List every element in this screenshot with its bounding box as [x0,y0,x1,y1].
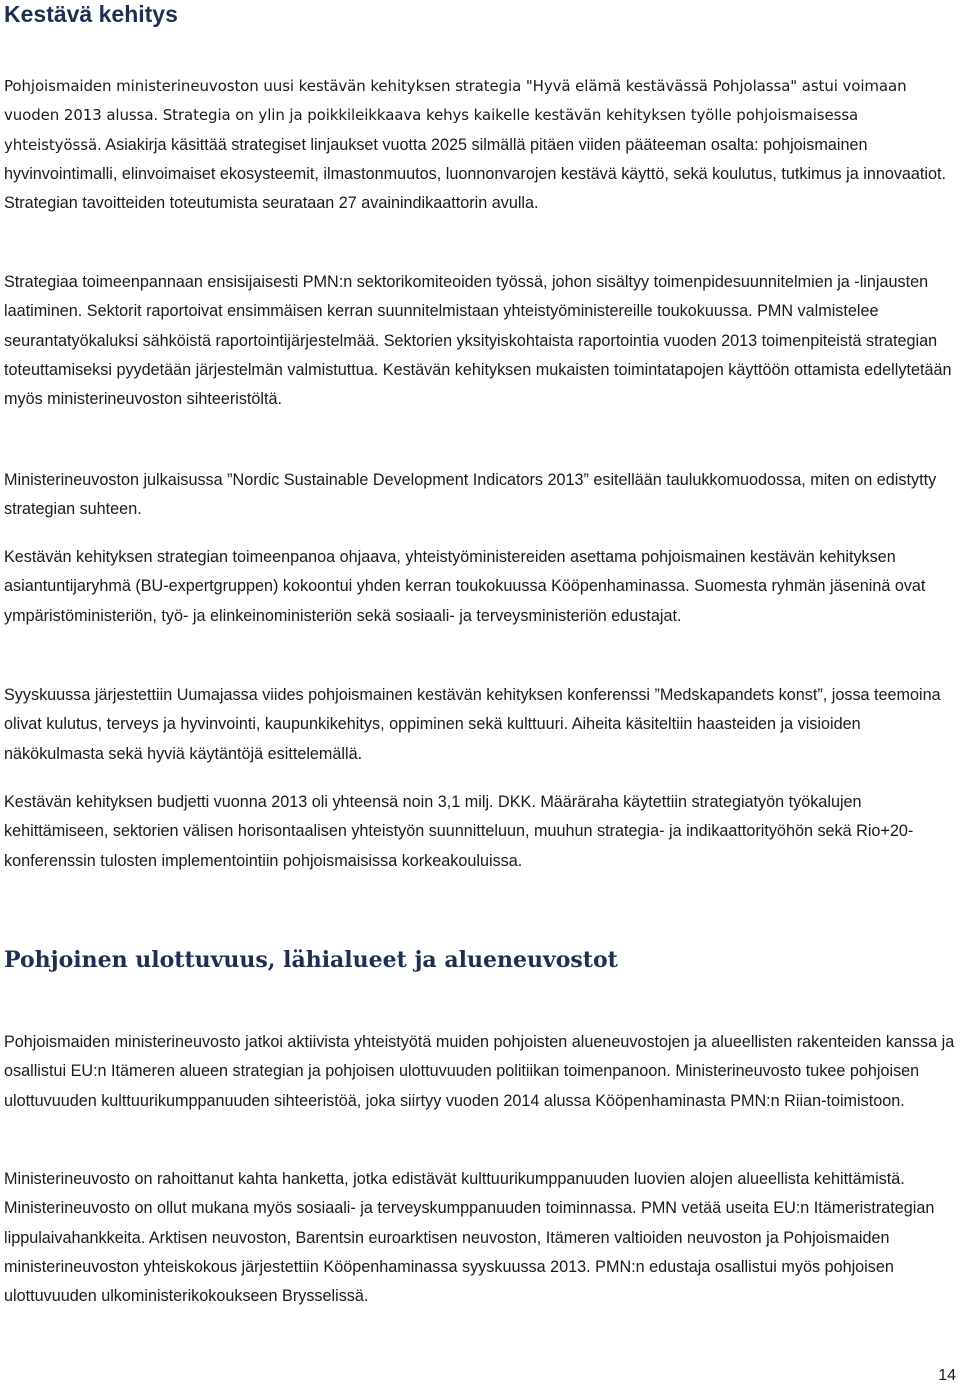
section-heading-northern-dimension: Pohjoinen ulottuvuus, lähialueet ja alueneuvostot [4,947,618,973]
page-number: 14 [938,1367,956,1384]
paragraph-budget: Kestävän kehityksen budjetti vuonna 2013 oli yhteensä noin 3,1 milj. DKK. Määräraha käytettiin strategiatyön työkalujen kehittämiseen, sektorien välisen horisontaalisen yhteistyön suunnitteluun, muuhun strategia- ja indikaattorityöhön sekä Rio+20-konferenssin tulosten implementointiin pohjoismaisissa korkeakouluissa. [4,793,914,870]
paragraph-expert-group: Kestävän kehityksen strategian toimeenpanoa ohjaava, yhteistyöministereiden asettama pohjoismainen kestävän kehityksen asiantuntijaryhmä (BU-expertgruppen) kokoontui yhden kerran toukokuussa Kööpenhaminassa. Suomesta ryhmän jäseninä ovat ympäristöministeriön, työ- ja elinkeinoministeriön sekä sosiaali- ja terveysministeriön edustajat. [4,548,926,625]
paragraph-projects-funding: Ministerineuvosto on rahoittanut kahta hanketta, jotka edistävät kulttuurikumppanuuden luovien alojen alueellista kehittämistä. Ministerineuvosto on ollut mukana myös sosiaali- ja terveyskumppanuuden toiminnassa. PMN vetää useita EU:n Itämeristrategian lippulaivahankkeita. Arktisen neuvoston, Barentsin euroarktisen neuvoston, Itämeren valtioiden neuvoston ja Pohjoismaiden ministerineuvoston yhteiskokous järjestettiin Kööpenhaminassa syyskuussa 2013. PMN:n edustaja osallistui myös pohjoisen ulottuvuuden ulkoministerikokoukseen Brysselissä. [4,1170,935,1306]
paragraph-strategy-implementation: Strategiaa toimeenpannaan ensisijaisesti PMN:n sektorikomiteoiden työssä, johon sisältyy toimenpidesuunnitelmien ja -linjausten laatiminen. Sektorit raportoivat ensimmäisen kerran suunnitelmistaan yhteistyöministereille toukokuussa. PMN valmistelee seurantatyökaluksi sähköistä raportointijärjestelmää. Sektorien yksityiskohtaista raportointia vuoden 2013 toimenpiteistä strategian toteuttamiseksi pyydetään järjestelmän valmistuttua. Kestävän kehityksen mukaisten toimintatapojen käyttöön ottamista edellytetään myös ministerineuvoston sihteeristöltä. [4,273,952,409]
paragraph-umea-conference: Syyskuussa järjestettiin Uumajassa viides pohjoismainen kestävän kehityksen konferenssi ”Medskapandets konst”, jossa teemoina olivat kulutus, terveys ja hyvinvointi, kaupunkikehitys, oppiminen sekä kulttuuri. Aiheita käsiteltiin haasteiden ja visioiden näkökulmasta sekä hyviä käytäntöjä esittelemällä. [4,686,941,763]
paragraph-regional-councils: Pohjoismaiden ministerineuvosto jatkoi aktiivista yhteistyötä muiden pohjoisten alueneuvostojen ja alueellisten rakenteiden kanssa ja osallistui EU:n Itämeren alueen strategian ja pohjoisen ulottuvuuden politiikan toimenpanoon. Ministerineuvosto tukee pohjoisen ulottuvuuden kulttuurikumppanuuden sihteeristöä, joka siirtyy vuoden 2014 alussa Kööpenhaminasta PMN:n Riian-toimistoon. [4,1033,955,1110]
paragraph-strategy-intro [4,72,956,218]
paragraph-strategy-intro-part-a: Pohjoismaiden ministerineuvoston uusi kestävän kehityksen strategia "Hyvä elämä kestävässä Pohjolassa" astui voimaan vuoden 2013 alussa. Strategia on ylin ja poikkileikkaava kehys kaikelle kestävän kehityksen työlle pohjoismaisessa yhteistyössä. [4,77,907,154]
section-heading-sustainable-development: Kestävä kehitys [4,1,178,27]
paragraph-indicators-publication: Ministerineuvoston julkaisussa ”Nordic Sustainable Development Indicators 2013” esitellään taulukkomuodossa, miten on edistytty strategian suhteen. [4,471,937,519]
paragraph-strategy-intro-part-b: Asiakirja käsittää strategiset linjaukset vuotta 2025 silmällä pitäen viiden pääteeman osalta: pohjoismainen hyvinvointimalli, elinvoimaiset ekosysteemit, ilmastonmuutos, luonnonvarojen kestävä käyttö, sekä koulutus, tutkimus ja innovaatiot. Strategian tavoitteiden toteutumista seurataan 27 avainindikaattorin avulla. [4,135,947,213]
